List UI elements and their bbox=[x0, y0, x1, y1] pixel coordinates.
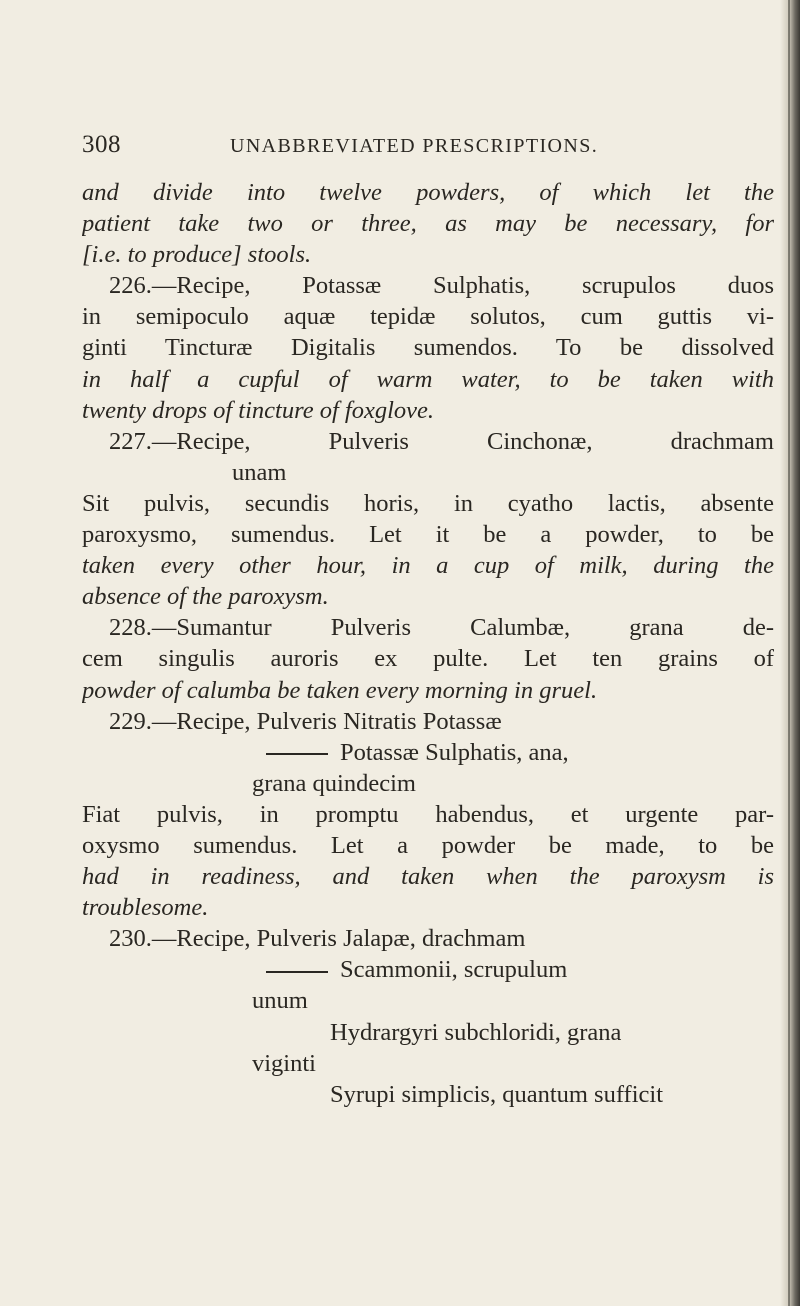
prescription-230-line: 230.—Recipe, Pulveris Jalapæ, drachmam bbox=[109, 925, 526, 953]
running-head: UNABBREVIATED PRESCRIPTIONS. bbox=[230, 135, 599, 157]
text-line: absence of the paroxysm. bbox=[82, 583, 329, 611]
text-line: in half a cupful of warm water, to be taken with bbox=[82, 365, 774, 393]
ditto-dash bbox=[266, 753, 328, 755]
text-line: Fiat pulvis, in promptu habendus, et urgente par- bbox=[82, 800, 774, 828]
text-line: powder of calumba be taken every morning in gruel. bbox=[82, 676, 598, 704]
ditto-line bbox=[82, 954, 774, 985]
prescription-227-line: 227.—Recipe, Pulveris Cinchonæ, drachmam bbox=[109, 427, 774, 455]
text-line: Sit pulvis, secundis horis, in cyatho lactis, absente bbox=[82, 489, 774, 517]
page-body bbox=[82, 177, 774, 1110]
text-line: had in readiness, and taken when the paroxysm is bbox=[82, 863, 774, 891]
ditto-line bbox=[82, 737, 774, 768]
text-line: paroxysmo, sumendus. Let it be a powder, to be bbox=[82, 521, 774, 549]
text-line: and divide into twelve powders, of which let the bbox=[82, 179, 774, 206]
prescription-228-line: 228.—Sumantur Pulveris Calumbæ, grana de- bbox=[109, 614, 774, 642]
prescription-229-line: 229.—Recipe, Pulveris Nitratis Potassæ bbox=[109, 707, 502, 735]
text-line: Hydrargyri subchloridi, grana bbox=[330, 1018, 622, 1046]
text-line: [i.e. to produce] stools. bbox=[82, 241, 312, 269]
text-line: twenty drops of tincture of foxglove. bbox=[82, 396, 435, 424]
text-line: unam bbox=[232, 458, 287, 486]
ditto-text: Potassæ Sulphatis, ana, bbox=[340, 738, 569, 766]
text-line: viginti bbox=[252, 1049, 316, 1077]
text-line: Syrupi simplicis, quantum sufficit bbox=[330, 1080, 664, 1108]
ditto-text: Scammonii, scrupulum bbox=[340, 956, 568, 984]
text-line: oxysmo sumendus. Let a powder be made, to be bbox=[82, 831, 774, 859]
page-number: 308 bbox=[82, 131, 121, 158]
text-line: taken every other hour, in a cup of milk, during the bbox=[82, 552, 774, 580]
ditto-dash bbox=[266, 971, 328, 973]
text-line: cem singulis auroris ex pulte. Let ten grains of bbox=[82, 645, 774, 673]
text-line: grana quindecim bbox=[252, 769, 416, 797]
page-header bbox=[82, 131, 782, 165]
text-line: troublesome. bbox=[82, 894, 209, 922]
text-line: unum bbox=[252, 987, 308, 1015]
page-edge-shadow bbox=[780, 0, 800, 1306]
text-line: in semipoculo aquæ tepidæ solutos, cum guttis vi- bbox=[82, 303, 774, 331]
text-line: patient take two or three, as may be necessary, for bbox=[82, 210, 774, 238]
prescription-226-line: 226.—Recipe, Potassæ Sulphatis, scrupulos duos bbox=[109, 272, 774, 300]
text-line: ginti Tincturæ Digitalis sumendos. To be dissolved bbox=[82, 334, 774, 362]
